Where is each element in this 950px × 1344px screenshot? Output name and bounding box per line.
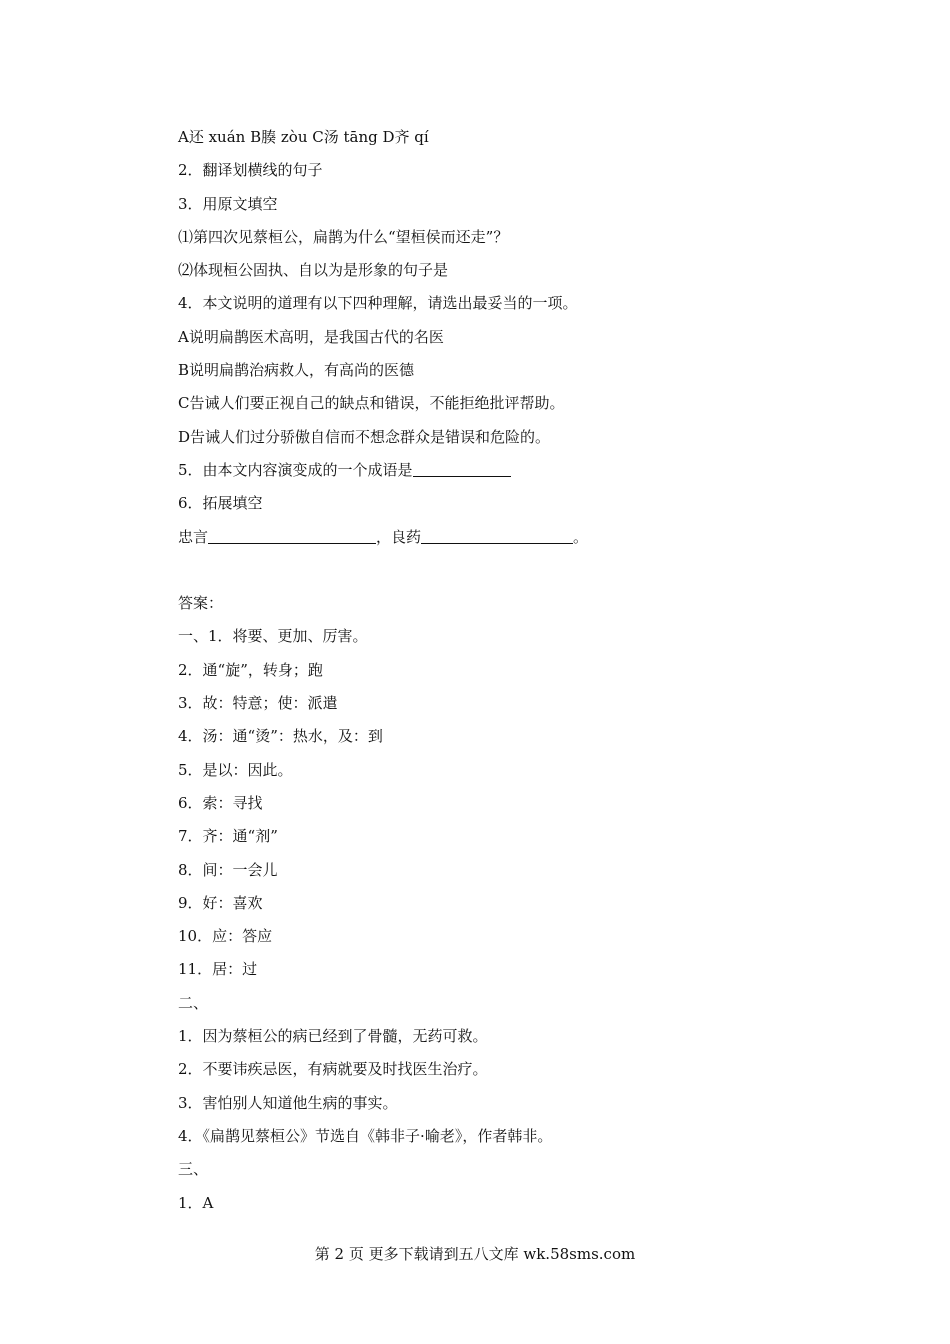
answer-3-1: 1．A	[178, 1193, 214, 1212]
answer-1-10: 10．应：答应	[178, 927, 273, 946]
answer-1-1: 一、1．将要、更加、厉害。	[178, 627, 368, 646]
question-6-fill	[178, 525, 798, 558]
answer-1-5: 5．是以：因此。	[178, 760, 293, 779]
page-content	[178, 125, 798, 1224]
answer-1-3: 3．故：特意；使：派遣	[178, 694, 338, 713]
question-3: 3．用原文填空	[178, 194, 278, 213]
fill-part-1: 忠言	[178, 527, 209, 546]
section-3-heading: 三、	[178, 1160, 209, 1179]
answer-1-9: 9．好：喜欢	[178, 893, 263, 912]
pinyin-options: A还 xuán B腠 zòu C汤 tāng D齐 qí	[178, 128, 429, 146]
question-2: 2．翻译划横线的句子	[178, 161, 323, 180]
spacer	[178, 558, 798, 591]
page-footer: 第 2 页 更多下载请到五八文库 wk.58sms.com	[314, 1245, 636, 1263]
question-4-option-c: C告诫人们要正视自己的缺点和错误，不能拒绝批评帮助。	[178, 394, 565, 413]
answer-1-4: 4．汤：通“烫”：热水，及：到	[178, 727, 383, 746]
question-3-sub-1: ⑴第四次见蔡桓公，扁鹊为什么“望桓侯而还走”？	[178, 227, 509, 246]
question-4-option-d: D告诫人们过分骄傲自信而不想念群众是错误和危险的。	[178, 427, 551, 446]
question-3-sub-2: ⑵体现桓公固执、自以为是形象的句子是	[178, 261, 449, 280]
answer-1-8: 8．间：一会儿	[178, 860, 278, 879]
question-4: 4．本文说明的道理有以下四种理解，请选出最妥当的一项。	[178, 294, 578, 313]
answer-2-2: 2．不要讳疾忌医，有病就要及时找医生治疗。	[178, 1060, 488, 1079]
section-2-heading: 二、	[178, 993, 209, 1012]
question-4-option-a: A说明扁鹊医术高明，是我国古代的名医	[178, 327, 444, 346]
answer-1-7: 7．齐：通“剂”	[178, 827, 278, 846]
answers-heading: 答案：	[178, 594, 224, 613]
answer-2-3: 3．害怕别人知道他生病的事实。	[178, 1093, 398, 1112]
question-5	[178, 458, 798, 491]
fill-blank-1	[208, 527, 376, 544]
question-4-option-b: B说明扁鹊治病救人，有高尚的医德	[178, 361, 415, 380]
question-6: 6．拓展填空	[178, 494, 263, 513]
answer-2-4: 4．《扁鹊见蔡桓公》节选自《韩非子·喻老》，作者韩非。	[178, 1126, 553, 1145]
fill-blank-2	[421, 527, 573, 544]
answer-1-2: 2．通“旋”，转身；跑	[178, 660, 323, 679]
question-5-text: 5．由本文内容演变成的一个成语是	[178, 460, 413, 479]
answer-2-1: 1．因为蔡桓公的病已经到了骨髓，无药可救。	[178, 1027, 488, 1046]
answer-1-6: 6．索：寻找	[178, 793, 263, 812]
fill-part-2: ，良药	[376, 527, 422, 546]
answer-1-11: 11．居：过	[178, 960, 258, 979]
idiom-blank	[413, 460, 511, 477]
fill-part-3: 。	[573, 527, 589, 546]
